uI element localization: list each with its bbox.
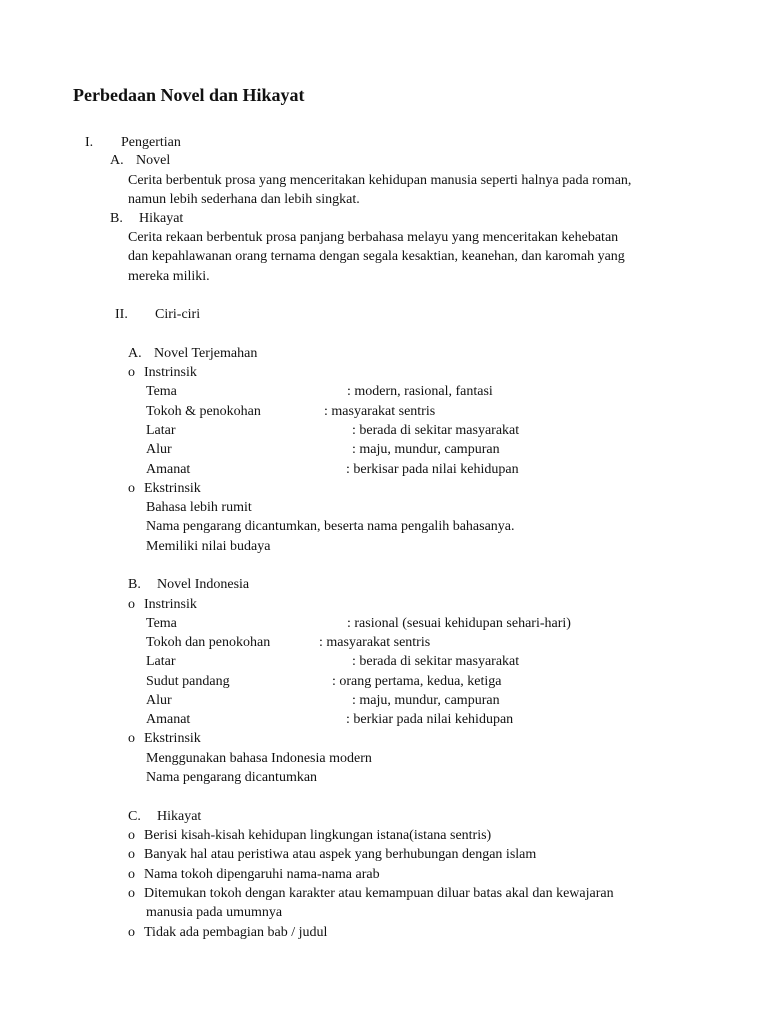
intrinsik-value: : berkiar pada nilai kehidupan <box>346 712 514 727</box>
intrinsik-key: Amanat <box>146 712 191 727</box>
intrinsik-value: : berada di sekitar masyarakat <box>352 654 520 669</box>
section-2-a-name: Novel Terjemahan <box>154 346 258 361</box>
intrinsik-value: : orang pertama, kedua, ketiga <box>332 674 502 689</box>
section-2-c-label: C. <box>128 809 141 824</box>
section-2-b-label: B. <box>128 577 141 592</box>
novel-definition-line: Cerita berbentuk prosa yang menceritakan kehidupan manusia seperti halnya pada roman, <box>128 173 632 188</box>
intrinsik-value: : masyarakat sentris <box>324 404 436 419</box>
intrinsik-key: Tema <box>146 616 177 631</box>
intrinsik-key: Sudut pandang <box>146 674 230 689</box>
section-2-number: II. <box>115 307 128 322</box>
intrinsik-key: Latar <box>146 654 176 669</box>
bullet-icon: o <box>128 925 135 940</box>
intrinsik-key: Amanat <box>146 462 191 477</box>
hikayat-trait-continuation: manusia pada umumnya <box>146 905 283 920</box>
section-1-b-name: Hikayat <box>139 211 184 226</box>
hikayat-trait: Banyak hal atau peristiwa atau aspek yang berhubungan dengan islam <box>144 847 537 862</box>
ekstrinsik-item: Memiliki nilai budaya <box>146 539 271 554</box>
intrinsik-value: : maju, mundur, campuran <box>352 693 500 708</box>
bullet-icon: o <box>128 365 135 380</box>
ekstrinsik-label: Ekstrinsik <box>144 481 201 496</box>
section-1-a-label: A. <box>110 153 124 168</box>
section-2-a-label: A. <box>128 346 142 361</box>
section-1-number: I. <box>85 135 94 150</box>
novel-definition-line: namun lebih sederhana dan lebih singkat. <box>128 192 360 207</box>
hikayat-trait: Ditemukan tokoh dengan karakter atau kemampuan diluar batas akal dan kewajaran <box>144 886 614 901</box>
intrinsik-key: Latar <box>146 423 176 438</box>
bullet-icon: o <box>128 847 135 862</box>
page-title: Perbedaan Novel dan Hikayat <box>73 85 305 105</box>
ekstrinsik-label: Ekstrinsik <box>144 731 201 746</box>
intrinsik-value: : berada di sekitar masyarakat <box>352 423 520 438</box>
intrinsik-key: Tokoh dan penokohan <box>146 635 271 650</box>
intrinsik-key: Alur <box>146 442 172 457</box>
intrinsik-value: : maju, mundur, campuran <box>352 442 500 457</box>
intrinsik-value: : modern, rasional, fantasi <box>347 384 493 399</box>
section-2-b-name: Novel Indonesia <box>157 577 250 592</box>
intrinsik-key: Alur <box>146 693 172 708</box>
section-1-heading: Pengertian <box>121 135 181 150</box>
hikayat-definition-line: mereka miliki. <box>128 269 210 284</box>
hikayat-trait: Berisi kisah-kisah kehidupan lingkungan istana(istana sentris) <box>144 828 492 843</box>
bullet-icon: o <box>128 867 135 882</box>
section-2-c-name: Hikayat <box>157 809 202 824</box>
section-2-heading: Ciri-ciri <box>155 307 201 322</box>
bullet-icon: o <box>128 597 135 612</box>
intrinsik-value: : rasional (sesuai kehidupan sehari-hari) <box>347 616 571 631</box>
ekstrinsik-item: Nama pengarang dicantumkan, beserta nama pengalih bahasanya. <box>146 519 515 534</box>
ekstrinsik-item: Nama pengarang dicantumkan <box>146 770 318 785</box>
bullet-icon: o <box>128 481 135 496</box>
bullet-icon: o <box>128 886 135 901</box>
ekstrinsik-item: Menggunakan bahasa Indonesia modern <box>146 751 372 766</box>
section-1-a-name: Novel <box>136 153 171 168</box>
ekstrinsik-item: Bahasa lebih rumit <box>146 500 252 515</box>
hikayat-trait: Nama tokoh dipengaruhi nama-nama arab <box>144 867 380 882</box>
hikayat-definition-line: dan kepahlawanan orang ternama dengan segala kesaktian, keanehan, dan karomah yang <box>128 249 625 264</box>
section-1-b-label: B. <box>110 211 123 226</box>
intrinsik-key: Tokoh & penokohan <box>146 404 261 419</box>
intrinsik-key: Tema <box>146 384 177 399</box>
intrinsik-label: Instrinsik <box>144 365 197 380</box>
hikayat-definition-line: Cerita rekaan berbentuk prosa panjang berbahasa melayu yang menceritakan kehebatan <box>128 230 619 245</box>
bullet-icon: o <box>128 731 135 746</box>
intrinsik-value: : masyarakat sentris <box>319 635 431 650</box>
intrinsik-label: Instrinsik <box>144 597 197 612</box>
hikayat-trait: Tidak ada pembagian bab / judul <box>144 925 328 940</box>
bullet-icon: o <box>128 828 135 843</box>
intrinsik-value: : berkisar pada nilai kehidupan <box>346 462 519 477</box>
